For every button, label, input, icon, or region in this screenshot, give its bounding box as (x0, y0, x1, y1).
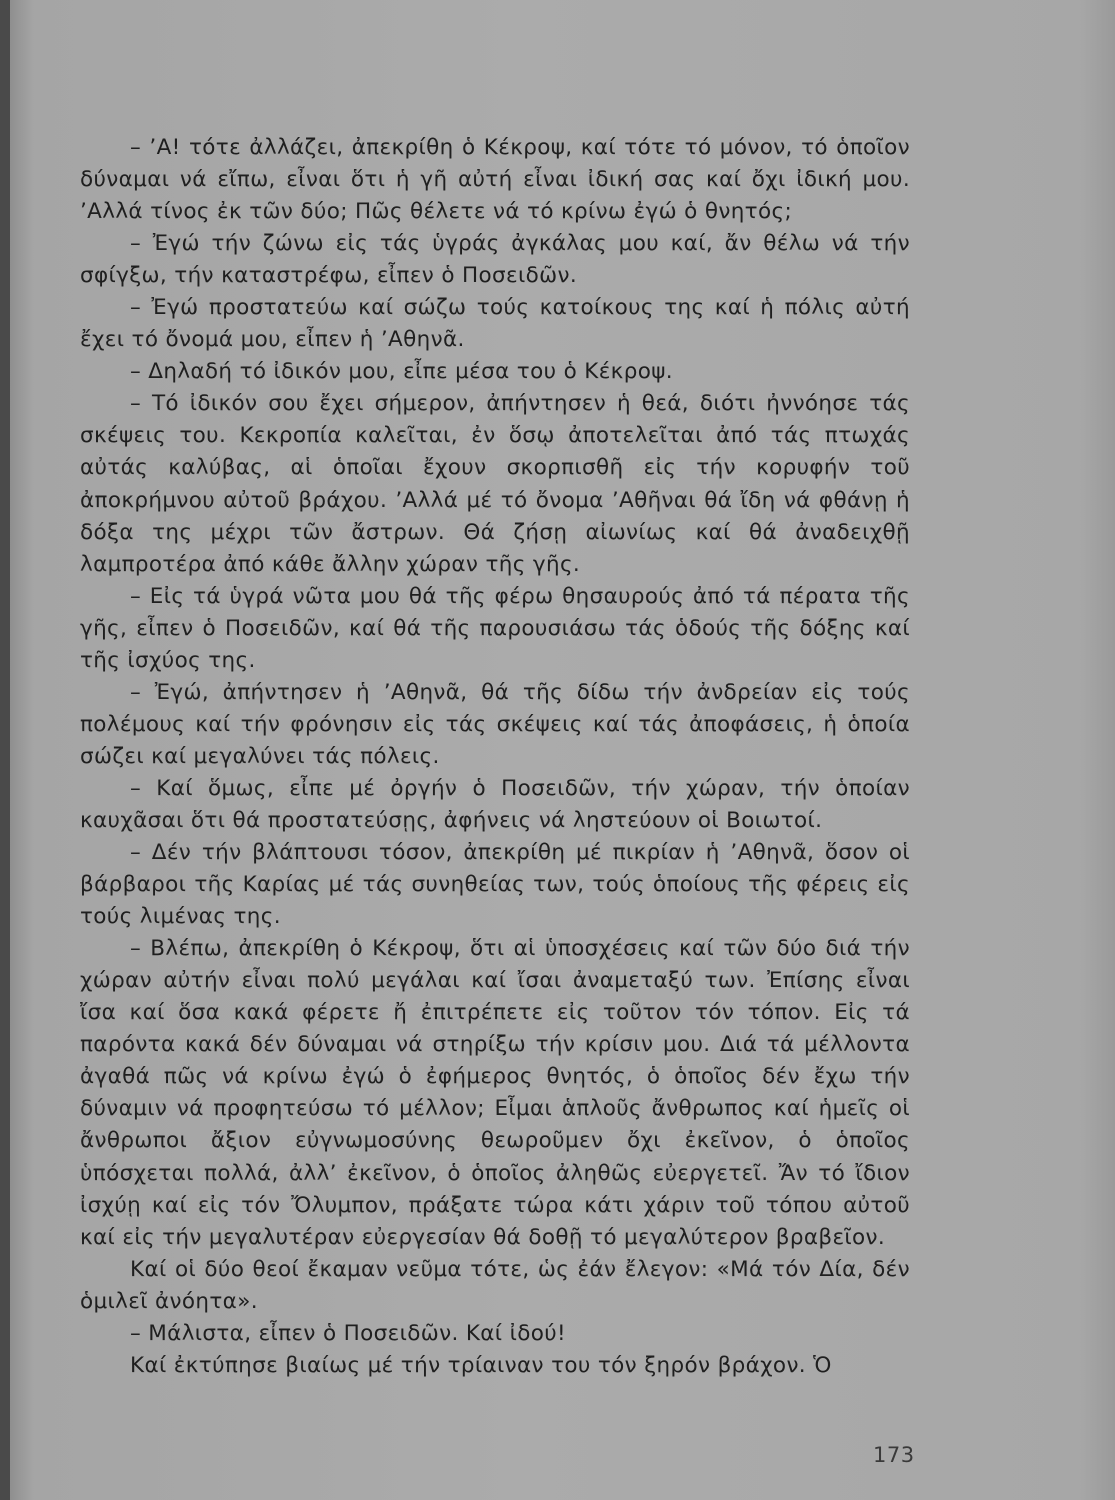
paragraph: Καί ἐκτύπησε βιαίως μέ τήν τρίαιναν του τόν ξηρόν βράχον. Ὁ (130, 1352, 832, 1378)
paragraph: – Βλέπω, ἀπεκρίθη ὁ Κέκροψ, ὅτι αἱ ὑποσχέσεις καί τῶν δύο διά τήν χώραν αὐτήν εἶναι πολύ μεγάλαι καί ἴσαι ἀναμεταξύ των. Ἐπίσης εἶναι ἴσα καί ὅσα κακά φέρετε ἤ ἐπιτρέπετε εἰς τοῦτον τόν τόπον. Εἰς τά παρόντα κακά δέν δύναμαι νά στηρίξω τήν κρίσιν μου. Διά τά μέλλοντα ἀγαθά πῶς νά κρίνω ἐγώ ὁ ἐφήμερος θνητός, ὁ ὁποῖος δέν ἔχω τήν δύναμιν νά προφητεύσω τό μέλλον; Εἶμαι ἁπλοῦς ἄνθρωπος καί ἡμεῖς οἱ ἄνθρωποι ἄξιον εὐγνωμοσύνης θεωροῦμεν ὄχι ἐκεῖνον, ὁ ὁποῖος ὑπόσχεται πολλά, ἀλλ’ ἐκεῖνον, ὁ ὁποῖος ἀληθῶς εὐεργετεῖ. Ἄν τό ἴδιον ἰσχύῃ καί εἰς τόν Ὄλυμπον, πράξατε τώρα κάτι χάριν τοῦ τόπου αὐτοῦ καί εἰς τήν μεγαλυτέραν εὐεργεσίαν θά δοθῇ τό μεγαλύτερον βραβεῖον. (80, 936, 910, 1250)
paragraph: – ’Α! τότε ἀλλάζει, ἀπεκρίθη ὁ Κέκροψ, καί τότε τό μόνον, τό ὁποῖον δύναμαι νά εἴπω, εἶναι ὅτι ἡ γῆ αὐτή εἶναι ἰδική σας καί ὄχι ἰδική μου. ’Αλλά τίνος ἐκ τῶν δύο; Πῶς θέλετε νά τό κρίνω ἐγώ ὁ θνητός; (80, 135, 910, 225)
paragraph: – Ἐγώ προστατεύω καί σώζω τούς κατοίκους της καί ἡ πόλις αὐτή ἔχει τό ὄνομά μου, εἶπεν ἡ ’Αθηνᾶ. (80, 295, 910, 353)
paragraph: – Καί ὅμως, εἶπε μέ ὀργήν ὁ Ποσειδῶν, τήν χώραν, τήν ὁποίαν καυχᾶσαι ὅτι θά προστατεύσῃς, ἀφήνεις νά ληστεύουν οἱ Βοιωτοί. (80, 775, 910, 833)
paragraph: – Ἐγώ, ἀπήντησεν ἡ ’Αθηνᾶ, θά τῆς δίδω τήν ἀνδρείαν εἰς τούς πολέμους καί τήν φρόνησιν εἰς τάς σκέψεις καί τάς ἀποφάσεις, ἡ ὁποία σώζει καί μεγαλύνει τάς πόλεις. (80, 679, 910, 769)
paragraph: – Εἰς τά ὑγρά νῶτα μου θά τῆς φέρω θησαυρούς ἀπό τά πέρατα τῆς γῆς, εἶπεν ὁ Ποσειδῶν, καί θά τῆς παρουσιάσω τάς ὁδούς τῆς δόξης καί τῆς ἰσχύος της. (80, 583, 910, 673)
paragraph: – Δηλαδή τό ἰδικόν μου, εἶπε μέσα του ὁ Κέκροψ. (130, 359, 673, 385)
paragraph: – Μάλιστα, εἶπεν ὁ Ποσειδῶν. Καί ἰδού! (130, 1320, 567, 1346)
book-spine-shadow (0, 0, 10, 1500)
page-text (80, 132, 910, 1382)
paragraph: – Δέν τήν βλάπτουσι τόσον, ἀπεκρίθη μέ πικρίαν ἡ ’Αθηνᾶ, ὅσον οἱ βάρβαροι τῆς Καρίας μέ τάς συνηθείας των, τούς ὁποίους τῆς φέρεις εἰς τούς λιμένας της. (80, 840, 910, 930)
paragraph: – Ἐγώ τήν ζώνω εἰς τάς ὑγράς ἀγκάλας μου καί, ἄν θέλω νά τήν σφίγξω, τήν καταστρέφω, εἶπεν ὁ Ποσειδῶν. (80, 231, 910, 289)
page-number: 173 (873, 1443, 915, 1467)
paragraph: – Τό ἰδικόν σου ἔχει σήμερον, ἀπήντησεν ἡ θεά, διότι ἠννόησε τάς σκέψεις του. Κεκροπία καλεῖται, ἐν ὅσῳ ἀποτελεῖται ἀπό τάς πτωχάς αὐτάς καλύβας, αἱ ὁποῖαι ἔχουν σκορπισθῆ εἰς τήν κορυφήν τοῦ ἀποκρήμνου αὐτοῦ βράχου. ’Αλλά μέ τό ὄνομα ’Αθῆναι θά ἴδη νά φθάνῃ ἡ δόξα της μέχρι τῶν ἄστρων. Θά ζήσῃ αἰωνίως καί θά ἀναδειχθῇ λαμπροτέρα ἀπό κάθε ἄλλην χώραν τῆς γῆς. (80, 391, 910, 577)
paragraph: Καί οἱ δύο θεοί ἔκαμαν νεῦμα τότε, ὡς ἐάν ἔλεγον: «Μά τόν Δία, δέν ὁμιλεῖ ἀνόητα». (80, 1256, 910, 1314)
